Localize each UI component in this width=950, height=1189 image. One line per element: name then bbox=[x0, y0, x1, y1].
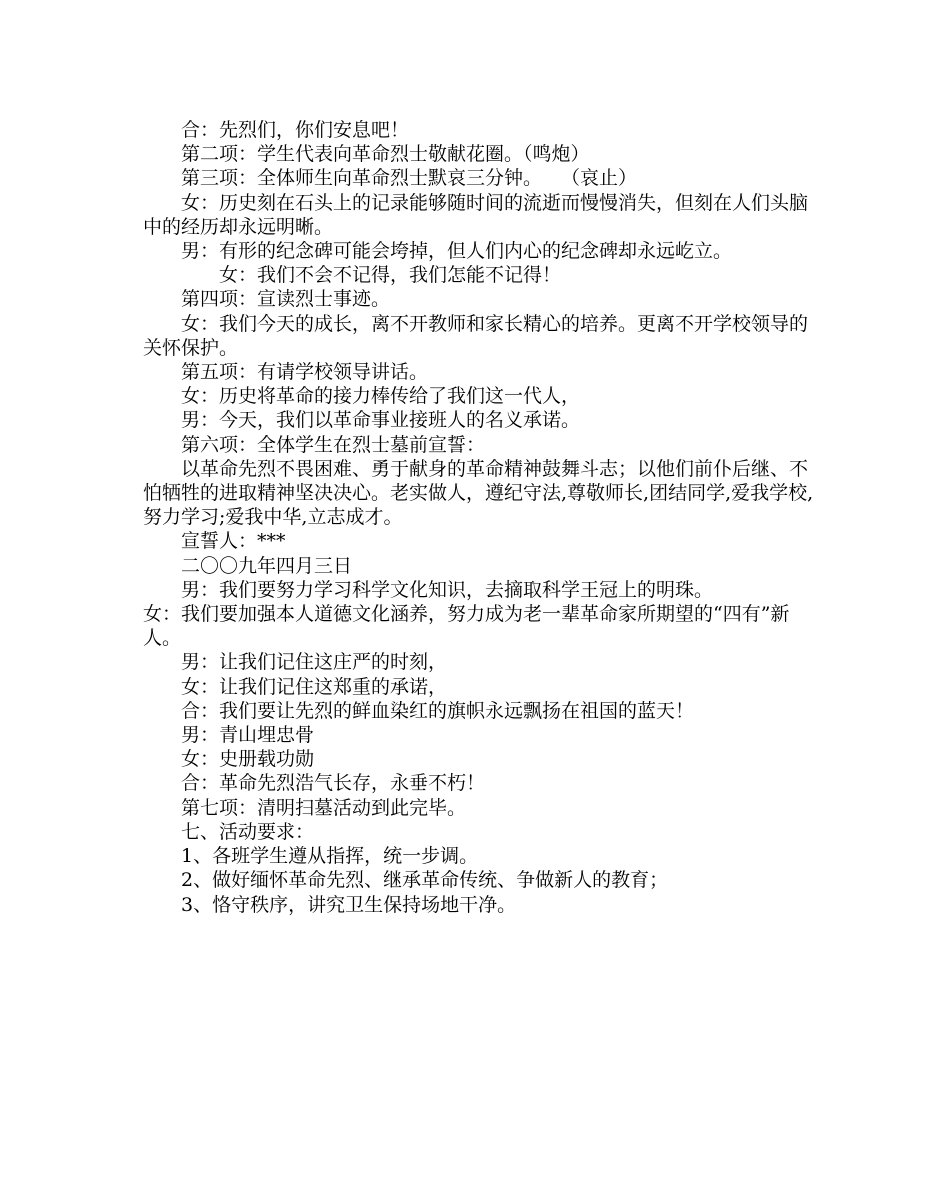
oath-date: 二〇〇九年四月三日 bbox=[181, 554, 353, 577]
paragraph-line: 第六项：全体学生在烈士墓前宣誓： bbox=[181, 433, 486, 456]
paragraph-line: 合：我们要让先烈的鲜血染红的旗帜永远飘扬在祖国的蓝天！ bbox=[181, 699, 695, 722]
paragraph-line: 男：今天，我们以革命事业接班人的名义承诺。 bbox=[181, 409, 581, 432]
requirement-item: 3、恪守秩序，讲究卫生保持场地干净。 bbox=[181, 893, 517, 916]
oath-signer: 宣誓人：*** bbox=[181, 530, 286, 553]
paragraph-line: 女：我们要加强本人道德文化涵养，努力成为老一辈革命家所期望的“四有”新人。 bbox=[143, 603, 790, 650]
paragraph-line: 女：让我们记住这郑重的承诺， bbox=[181, 675, 448, 698]
paragraph-line: 男：有形的纪念碑可能会垮掉，但人们内心的纪念碑却永远屹立。 bbox=[181, 240, 733, 263]
paragraph-line: 女：历史将革命的接力棒传给了我们这一代人， bbox=[181, 385, 581, 408]
paragraph-line: 女：我们不会不记得，我们怎能不记得！ bbox=[219, 264, 562, 287]
paragraph-line: 男：让我们记住这庄严的时刻， bbox=[181, 651, 448, 674]
paragraph-line: 女：我们今天的成长，离不开教师和家长精心的培养。更离不开学校领导的关怀保护。 bbox=[143, 312, 809, 359]
paragraph-line: 第五项：有请学校领导讲话。 bbox=[181, 361, 429, 384]
section-heading: 七、活动要求： bbox=[181, 820, 315, 843]
requirement-item: 2、做好缅怀革命先烈、继承革命传统、争做新人的教育； bbox=[181, 869, 669, 892]
paragraph-line: 第四项：宣读烈士事迹。 bbox=[181, 288, 391, 311]
paragraph-line: 第七项：清明扫墓活动到此完毕。 bbox=[181, 796, 467, 819]
paragraph-line: 女：历史刻在石头上的记录能够随时间的流逝而慢慢消失，但刻在人们头脑中的经历却永远明晰。 bbox=[143, 191, 809, 238]
paragraph-line: 男：青山埋忠骨 bbox=[181, 724, 315, 747]
paragraph-line: 男：我们要努力学习科学文化知识，去摘取科学王冠上的明珠。 bbox=[181, 578, 714, 601]
paragraph-line: 合：先烈们，你们安息吧！ bbox=[181, 119, 410, 141]
paragraph-line: 第三项：全体师生向革命烈士默哀三分钟。 （哀止） bbox=[181, 167, 638, 190]
oath-paragraph: 以革命先烈不畏困难、勇于献身的革命精神鼓舞斗志；以他们前仆后继、不怕牺牲的进取精神坚决决心。老实做人，遵纪守法,尊敬师长,团结同学,爱我学校,努力学习;爱我中华,立志成才。 bbox=[143, 457, 814, 529]
paragraph-line: 第二项：学生代表向革命烈士敬献花圈。（鸣炮） bbox=[181, 143, 590, 166]
requirement-item: 1、各班学生遵从指挥，统一步调。 bbox=[181, 845, 479, 868]
document-body bbox=[143, 118, 823, 917]
paragraph-line: 合：革命先烈浩气长存，永垂不朽！ bbox=[181, 772, 486, 795]
paragraph-line: 女：史册载功勋 bbox=[181, 748, 315, 771]
